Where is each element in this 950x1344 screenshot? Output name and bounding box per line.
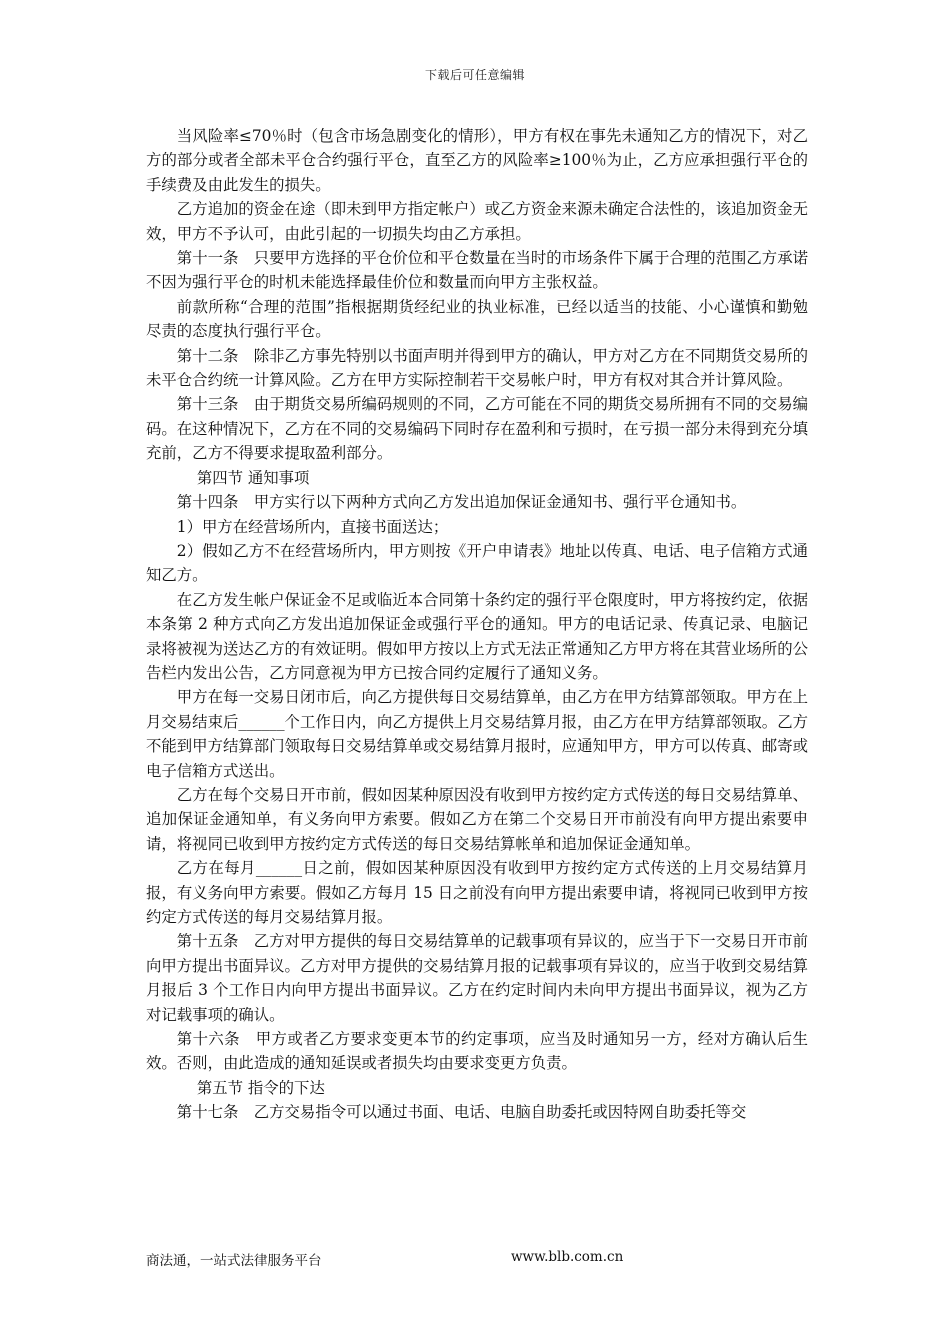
- paragraph: 甲方在每一交易日闭市后，向乙方提供每日交易结算单，由乙方在甲方结算部领取。甲方在上月交易结束后______个工作日内，向乙方提供上月交易结算月报，由乙方在甲方结算部领取。乙方不能到甲方结算部门领取每日交易结算单或交易结算月报时，应通知甲方，甲方可以传真、邮寄或电子信箱方式送出。: [146, 688, 808, 780]
- paragraph: 乙方在每个交易日开市前，假如因某种原因没有收到甲方按约定方式传送的每日交易结算单、追加保证金通知单，有义务向甲方索要。假如乙方在第二个交易日开市前没有向甲方提出索要申请，将视同已收到甲方按约定方式传送的每日交易结算帐单和追加保证金通知单。: [146, 785, 808, 853]
- footer-site-name: 商法通，一站式法律服务平台: [146, 1253, 322, 1269]
- paragraph: 第十四条 甲方实行以下两种方式向乙方发出追加保证金通知书、强行平仓通知书。: [176, 493, 747, 512]
- paragraph: 乙方追加的资金在途（即未到甲方指定帐户）或乙方资金来源未确定合法性的，该追加资金无效，甲方不予认可，由此引起的一切损失均由乙方承担。: [146, 200, 808, 243]
- paragraph: 当风险率≤70％时（包含市场急剧变化的情形），甲方有权在事先未通知乙方的情况下，对乙方的部分或者全部未平仓合约强行平仓，直至乙方的风险率≥100％为止，乙方应承担强行平仓的手续费及由此发生的损失。: [146, 127, 808, 194]
- paragraph: 第十五条 乙方对甲方提供的每日交易结算单的记载事项有异议的，应当于下一交易日开市前向甲方提出书面异议。乙方对甲方提供的交易结算月报的记载事项有异议的，应当于收到交易结算月报后 3 个工作日内向甲方提出书面异议。乙方在约定时间内未向甲方提出书面异议，视为乙方对记载事项的确认。: [146, 932, 808, 1024]
- paragraph: 第十三条 由于期货交易所编码规则的不同，乙方可能在不同的期货交易所拥有不同的交易编码。在这种情况下，乙方在不同的交易编码下同时存在盈利和亏损时，在亏损一部分未得到充分填充前，乙方不得要求提取盈利部分。: [146, 395, 808, 463]
- page-header: 下载后可任意编辑: [424, 68, 525, 82]
- paragraph: 在乙方发生帐户保证金不足或临近本合同第十条约定的强行平仓限度时，甲方将按约定，依据本条第 2 种方式向乙方发出追加保证金或强行平仓的通知。甲方的电话记录、传真记录、电脑记录将被视为送达乙方的有效证明。假如甲方按以上方式无法正常通知乙方甲方将在其营业场所的公告栏内发出公告，乙方同意视为甲方已按合同约定履行了通知义务。: [146, 590, 808, 682]
- paragraph: 2）假如乙方不在经营场所内，甲方则按《开户申请表》地址以传真、电话、电子信箱方式通知乙方。: [146, 541, 808, 585]
- paragraph: 前款所称“合理的范围”指根据期货经纪业的执业标准，已经以适当的技能、小心谨慎和勤勉尽责的态度执行强行平仓。: [146, 297, 808, 341]
- paragraph: 乙方在每月______日之前，假如因某种原因没有收到甲方按约定方式传送的上月交易结算月报，有义务向甲方索要。假如乙方每月 15 日之前没有向甲方提出索要申请，将视同已收到甲方按约定方式传送的每月交易结算月报。: [146, 859, 808, 926]
- paragraph: 第十二条 除非乙方事先特别以书面声明并得到甲方的确认，甲方对乙方在不同期货交易所的未平仓合约统一计算风险。乙方在甲方实际控制若干交易帐户时，甲方有权对其合并计算风险。: [146, 346, 808, 390]
- paragraph: 第十一条 只要甲方选择的平仓价位和平仓数量在当时的市场条件下属于合理的范围乙方承诺不因为强行平仓的时机未能选择最佳价位和数量而向甲方主张权益。: [146, 249, 808, 292]
- paragraph: 第十六条 甲方或者乙方要求变更本节的约定事项，应当及时通知另一方，经对方确认后生效。否则，由此造成的通知延误或者损失均由要求变更方负责。: [146, 1030, 808, 1073]
- document-body: [146, 124, 808, 1125]
- section-heading: 第四节 通知事项: [196, 468, 310, 487]
- footer-site-url: www.blb.com.cn: [511, 1249, 624, 1265]
- paragraph: 1）甲方在经营场所内，直接书面送达；: [176, 517, 449, 536]
- section-heading: 第五节 指令的下达: [196, 1078, 325, 1097]
- paragraph: 第十七条 乙方交易指令可以通过书面、电话、电脑自助委托或因特网自助委托等交: [176, 1103, 747, 1122]
